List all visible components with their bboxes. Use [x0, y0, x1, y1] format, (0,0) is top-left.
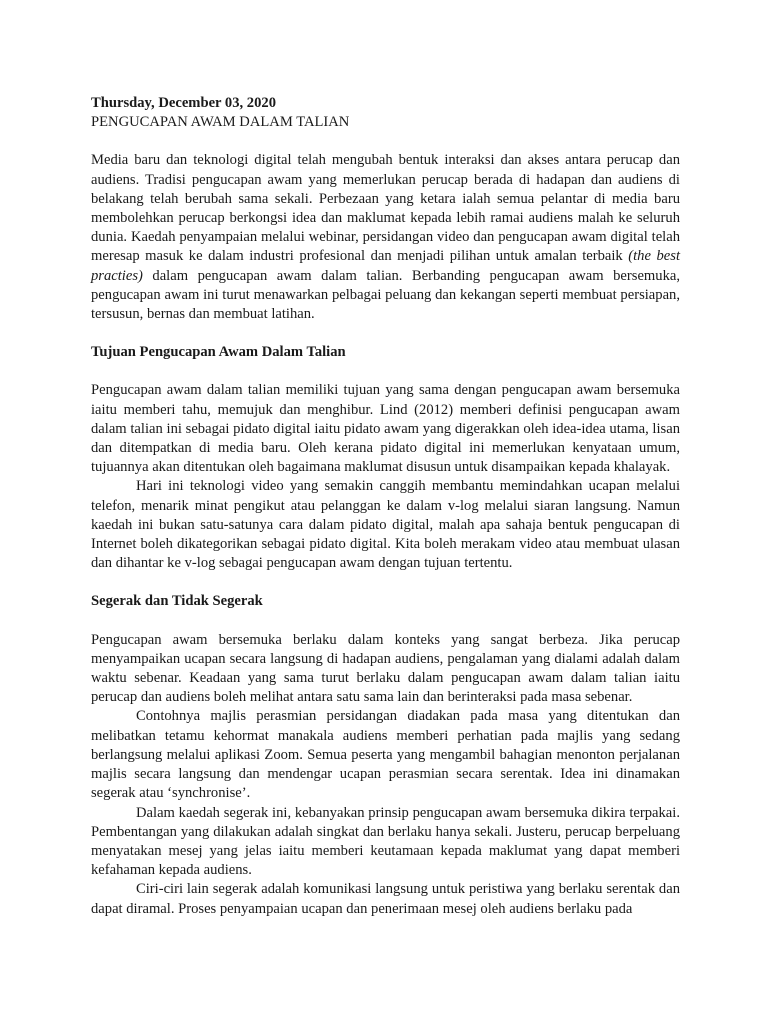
spacer [91, 362, 680, 381]
section2-paragraph-4: Ciri-ciri lain segerak adalah komunikasi langsung untuk peristiwa yang berlaku serentak dan dapat diramal. Proses penyampaian ucapan dan penerimaan mesej oleh audiens berlaku pada [91, 881, 680, 917]
section2-paragraph-1: Pengucapan awam bersemuka berlaku dalam konteks yang sangat berbeza. Jika perucap menyampaikan ucapan secara langsung di hadapan audiens, pengalaman yang dialami adalah dalam waktu sebenar. Keadaan yang sama turut berlaku dalam pengucapan awam dalam talian iaitu perucap dan audiens boleh melihat antara satu sama lain dan berinteraksi pada masa sebenar. [91, 631, 680, 706]
intro-paragraph [91, 151, 680, 324]
spacer [91, 132, 680, 151]
intro-text-2: dalam pengucapan awam dalam talian. Berbanding pengucapan awam bersemuka, pengucapan awam ini turut menawarkan pelbagai peluang dan kekangan seperti membuat persiapan, tersusun, bernas dan membuat latihan. [91, 267, 680, 323]
document-date: Thursday, December 03, 2020 [91, 95, 276, 111]
section-heading-tujuan: Tujuan Pengucapan Awam Dalam Talian [91, 344, 346, 361]
intro-text-1: Media baru dan teknologi digital telah mengubah bentuk interaksi dan akses antara perucap dan audiens. Tradisi pengucapan awam yang memerlukan perucap berada di hadapan dan audiens di belakang telah berubah sama sekali. Perbezaan yang ketara ialah semua pelantar di media baru membolehkan perucap berkongsi idea dan maklumat kepada lebih ramai audiens malah ke seluruh dunia. Kaedah penyampaian melalui webinar, persidangan video dan pengucapan awam digital telah meresap masuk ke dalam industri profesional dan menjadi pilihan untuk amalan terbaik [91, 152, 680, 265]
spacer [91, 324, 680, 343]
intro-emphasis: (the best practies) [91, 248, 680, 284]
section2-paragraph-3: Dalam kaedah segerak ini, kebanyakan prinsip pengucapan awam bersemuka dikira terpakai. Pembentangan yang dilakukan adalah singkat dan berlaku hanya sekali. Justeru, perucap berpeluang menyatakan mesej yang jelas iaitu memberi keutamaan kepada maklumat yang dapat memberi kefahaman kepada audiens. [91, 804, 680, 879]
spacer [91, 573, 680, 592]
spacer [91, 612, 680, 631]
section-heading-segerak: Segerak dan Tidak Segerak [91, 593, 263, 610]
section2-paragraph-2: Contohnya majlis perasmian persidangan diadakan pada masa yang ditentukan dan melibatkan tetamu kehormat manakala audiens memberi perhatian pada majlis yang sedang berlangsung melalui aplikasi Zoom. Semua peserta yang mengambil bahagian menonton perjalanan majlis secara langsung dan mendengar ucapan perasmian secara serentak. Idea ini dinamakan segerak atau ‘synchronise’. [91, 708, 680, 802]
document-title-text: PENGUCAPAN AWAM DALAM TALIAN [91, 114, 350, 131]
section1-paragraph-1: Pengucapan awam dalam talian memiliki tujuan yang sama dengan pengucapan awam bersemuka iaitu memberi tahu, memujuk dan menghibur. Lind (2012) memberi definisi pengucapan awam dalam talian ini sebagai pidato digital iaitu pidato awam yang digerakkan oleh idea-idea utama, lisan dan ditempatkan di media baru. Oleh kerana pidato digital ini memerlukan kenyataan umum, tujuannya akan ditentukan oleh bagaimana maklumat disusun untuk disampaikan kepada khalayak. [91, 382, 680, 476]
document-title [91, 113, 680, 132]
section1-paragraph-2: Hari ini teknologi video yang semakin canggih membantu memindahkan ucapan melalui telefon, menarik minat pengikut atau pelanggan ke dalam v-log melalui siaran langsung. Namun kaedah ini bukan satu-satunya cara dalam pidato digital, malah apa sahaja bentuk pengucapan di Internet boleh dikategorikan sebagai pidato digital. Kita boleh merakam video atau membuat ulasan dan dihantar ke v-log sebagai pengucapan awam dengan tujuan tertentu. [91, 478, 680, 572]
